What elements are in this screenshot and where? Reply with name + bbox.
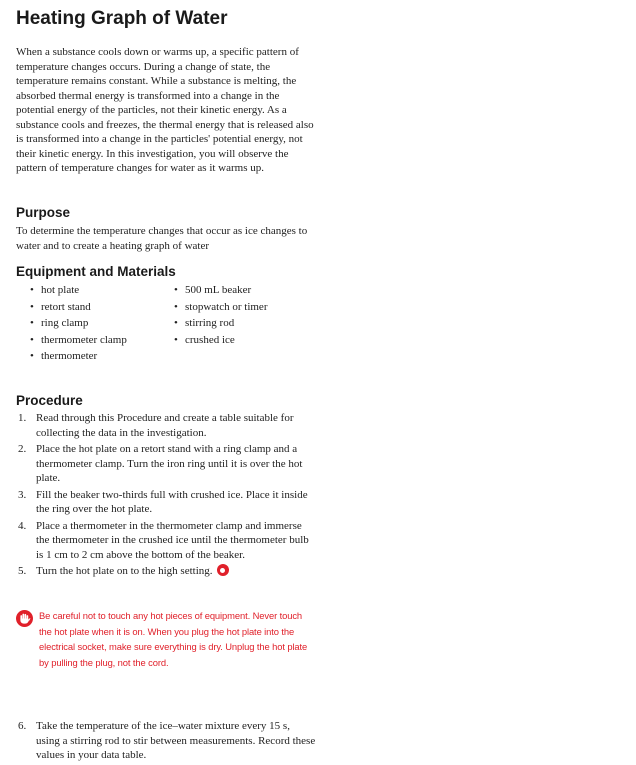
step-text: Fill the beaker two-thirds full with crushed ice. Place it inside the ring over the hot plate. bbox=[36, 488, 308, 515]
step-number: 3. bbox=[18, 488, 27, 501]
list-item: • thermometer bbox=[30, 349, 127, 366]
list-item: • 500 mL beaker bbox=[174, 283, 267, 300]
intro-paragraph: When a substance cools down or warms up, a specific pattern of temperature changes occurs. During a change of state, the temperature remains constant. While a substance is melting, the absorbed thermal energy is transformed into a change in the potential energy of the particles, not their kinetic energy. As a substance cools and freezes, the thermal energy that is released also is transformed into a change in the particles' potential energy, not their kinetic energy. In this investigation, you will observe the pattern of temperature changes for water as it warms up. bbox=[16, 46, 314, 174]
list-item: • retort stand bbox=[30, 300, 127, 317]
procedure-step bbox=[16, 488, 316, 517]
list-item: • stopwatch or timer bbox=[174, 300, 267, 317]
list-item: • ring clamp bbox=[30, 316, 127, 333]
stop-hand-icon bbox=[16, 610, 33, 627]
equipment-heading: Equipment and Materials bbox=[16, 264, 176, 279]
list-item: • hot plate bbox=[30, 283, 127, 300]
list-item: • crushed ice bbox=[174, 333, 267, 350]
list-item: • stirring rod bbox=[174, 316, 267, 333]
step-text: Take the temperature of the ice–water mixture every 15 s, using a stirring rod to stir between measurements. Record these values in your data table. bbox=[36, 720, 316, 761]
procedure-step bbox=[16, 519, 316, 563]
procedure-step bbox=[16, 411, 316, 440]
procedure-list-continued bbox=[16, 719, 316, 765]
page-title: Heating Graph of Water bbox=[16, 8, 228, 29]
procedure-step bbox=[16, 564, 316, 579]
step-text: Turn the hot plate on to the high setting. bbox=[36, 565, 213, 577]
step-text: Read through this Procedure and create a table suitable for collecting the data in the investigation. bbox=[36, 412, 294, 439]
step-number: 4. bbox=[18, 519, 27, 532]
caution-box bbox=[16, 608, 316, 670]
step-number: 2. bbox=[18, 443, 27, 455]
procedure-step bbox=[16, 719, 316, 763]
step-number: 5. bbox=[18, 565, 27, 577]
step-number: 6. bbox=[18, 720, 27, 732]
procedure-list bbox=[16, 411, 316, 581]
procedure-heading: Procedure bbox=[16, 393, 83, 408]
step-number: 1. bbox=[18, 412, 27, 424]
purpose-heading: Purpose bbox=[16, 205, 71, 220]
equipment-list-right bbox=[174, 283, 267, 349]
list-item: • thermometer clamp bbox=[30, 333, 127, 350]
caution-text: Be careful not to touch any hot pieces of equipment. Never touch the hot plate when it is on. When you plug the hot plate into the electrical socket, make sure everything is dry. Unplug the hot plate by pulling the plug, not the cord. bbox=[39, 610, 308, 668]
step-text: Place a thermometer in the thermometer clamp and immerse the thermometer in the crushed ice until the thermometer bulb is 1 cm to 2 cm above the bottom of the beaker. bbox=[36, 519, 309, 561]
caution-marker-icon bbox=[217, 564, 229, 576]
step-text: Place the hot plate on a retort stand with a ring clamp and a thermometer clamp. Turn the iron ring until it is over the hot plate. bbox=[36, 443, 303, 484]
equipment-list-left bbox=[30, 283, 127, 366]
procedure-step bbox=[16, 442, 316, 486]
purpose-text: To determine the temperature changes that occur as ice changes to water and to create a heating graph of water bbox=[16, 225, 308, 252]
